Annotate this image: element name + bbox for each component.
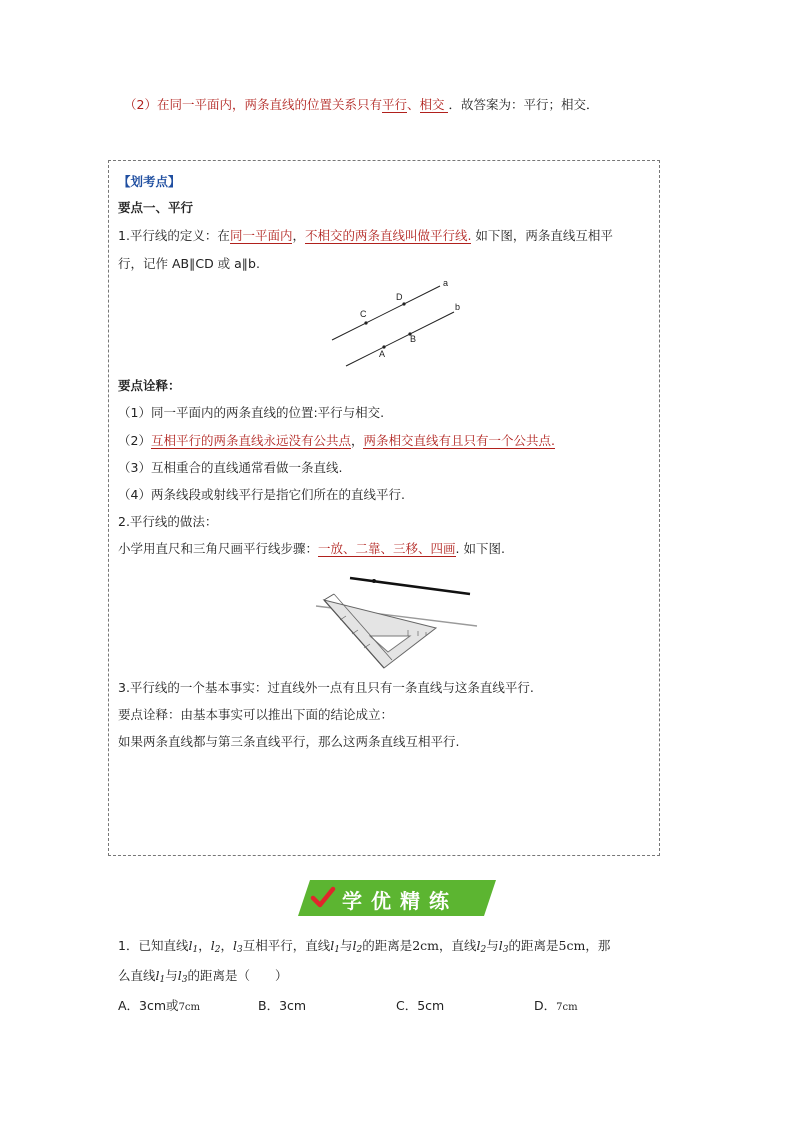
heading-parallel: 要点一、平行	[118, 200, 194, 215]
answer-line	[124, 97, 599, 113]
def-prefix: 1.平行线的定义：在	[118, 228, 230, 243]
q-text: ，直线	[439, 938, 477, 953]
answer-blank-2: 相交	[419, 97, 449, 112]
q-text: 的距离是（ ）	[187, 968, 288, 983]
q-text: 互相平行，直线	[242, 938, 331, 953]
note-3: （3）互相重合的直线通常看做一条直线.	[118, 460, 343, 475]
conclusion: 如果两条直线都与第三条直线平行，那么这两条直线互相平行.	[118, 734, 460, 749]
q-text: 么直线	[118, 968, 156, 983]
def-suffix: 如下图，两条直线互相平	[471, 228, 613, 243]
option-c[interactable]: C．5cm	[396, 998, 445, 1013]
label-c: C	[360, 309, 367, 319]
q-comma: ，	[198, 938, 211, 953]
note-4: （4）两条线段或射线平行是指它们所在的直线平行.	[118, 487, 405, 502]
note2-comma: ，	[350, 433, 364, 448]
note2-underline-2: 两条相交直线有且只有一个公共点.	[363, 433, 555, 448]
option-a-label: A．3cm或	[118, 998, 179, 1013]
fact-note: 要点诠释：由基本事实可以推出下面的结论成立：	[118, 707, 394, 722]
method-prefix: 小学用直尺和三角尺画平行线步骤：	[118, 541, 319, 556]
drawn-line	[350, 578, 470, 594]
distance-2: 5cm	[558, 938, 586, 953]
question-line-2	[118, 968, 288, 988]
note-1: （1）同一平面内的两条直线的位置:平行与相交.	[118, 405, 385, 420]
q-text: 的距离是	[362, 938, 413, 953]
box-tag: 【划考点】	[118, 174, 181, 189]
var-l: $l_2$	[352, 938, 363, 955]
var-l: $l_2$	[210, 938, 221, 955]
parallel-lines-figure	[326, 274, 476, 374]
option-a[interactable]	[118, 998, 200, 1016]
line-b	[346, 312, 454, 366]
answer-blank-1: 平行	[381, 97, 407, 112]
note2-underline-1: 互相平行的两条直线永远没有公共点	[150, 433, 351, 448]
option-d[interactable]	[534, 998, 578, 1016]
q-comma: ，	[220, 938, 233, 953]
distance-1: 2cm	[412, 938, 440, 953]
method-line	[118, 541, 505, 557]
var-l: $l_1$	[155, 968, 166, 985]
label-a-upper: A	[379, 349, 386, 359]
method-suffix: . 如下图.	[455, 541, 505, 556]
q-text: 1．已知直线	[118, 938, 189, 953]
ruler-side	[324, 594, 334, 600]
banner-title: 学优精练	[342, 889, 458, 913]
var-l: $l_2$	[476, 938, 487, 955]
var-l: $l_3$	[232, 938, 243, 955]
note2-prefix: （2）	[118, 433, 151, 448]
definition-line-1	[118, 228, 613, 244]
method-title: 2.平行线的做法：	[118, 514, 218, 529]
option-d-value: 7cm	[556, 1002, 578, 1013]
given-point	[372, 579, 376, 583]
var-l: $l_3$	[498, 938, 509, 955]
answer-prefix: （2）在同一平面内，两条直线的位置关系只有	[124, 97, 382, 112]
line-a	[332, 286, 440, 340]
q-text: 与	[486, 938, 499, 953]
definition-line-2: 行，记作 AB∥CD 或 a∥b.	[118, 256, 260, 271]
var-l: $l_1$	[188, 938, 199, 955]
question-line-1	[118, 938, 610, 958]
check-icon	[310, 885, 336, 911]
label-d: D	[396, 292, 403, 302]
label-b: b	[455, 302, 461, 312]
option-a-value: 7cm	[178, 1002, 201, 1013]
note-2	[118, 433, 555, 449]
point-d	[402, 302, 405, 305]
option-b[interactable]: B．3cm	[258, 998, 307, 1013]
basic-fact: 3.平行线的一个基本事实：过直线外一点有且只有一条直线与这条直线平行.	[118, 680, 534, 695]
q-text: 与	[339, 938, 353, 953]
notes-heading: 要点诠释：	[118, 378, 181, 393]
var-l: $l_3$	[177, 968, 188, 985]
method-underline: 一放、二靠、三移、四画	[318, 541, 456, 556]
label-b-upper: B	[410, 334, 417, 344]
q-text: 的距离是	[508, 938, 559, 953]
ruler-set-square-figure	[312, 572, 482, 672]
q-text: 与	[165, 968, 178, 983]
def-underline-2: 不相交的两条直线叫做平行线.	[304, 228, 472, 243]
def-comma: ，	[292, 228, 305, 243]
set-square	[324, 600, 436, 668]
answer-suffix: ．故答案为：平行；相交．	[448, 97, 599, 112]
q-text: ，那	[585, 938, 611, 953]
label-a: a	[443, 278, 449, 288]
answer-sep: 、	[406, 97, 420, 112]
practice-banner	[298, 880, 496, 916]
var-l: $l_1$	[330, 938, 340, 955]
option-d-label: D．	[534, 998, 557, 1013]
def-underline-1: 同一平面内	[229, 228, 293, 243]
point-c	[364, 321, 367, 324]
